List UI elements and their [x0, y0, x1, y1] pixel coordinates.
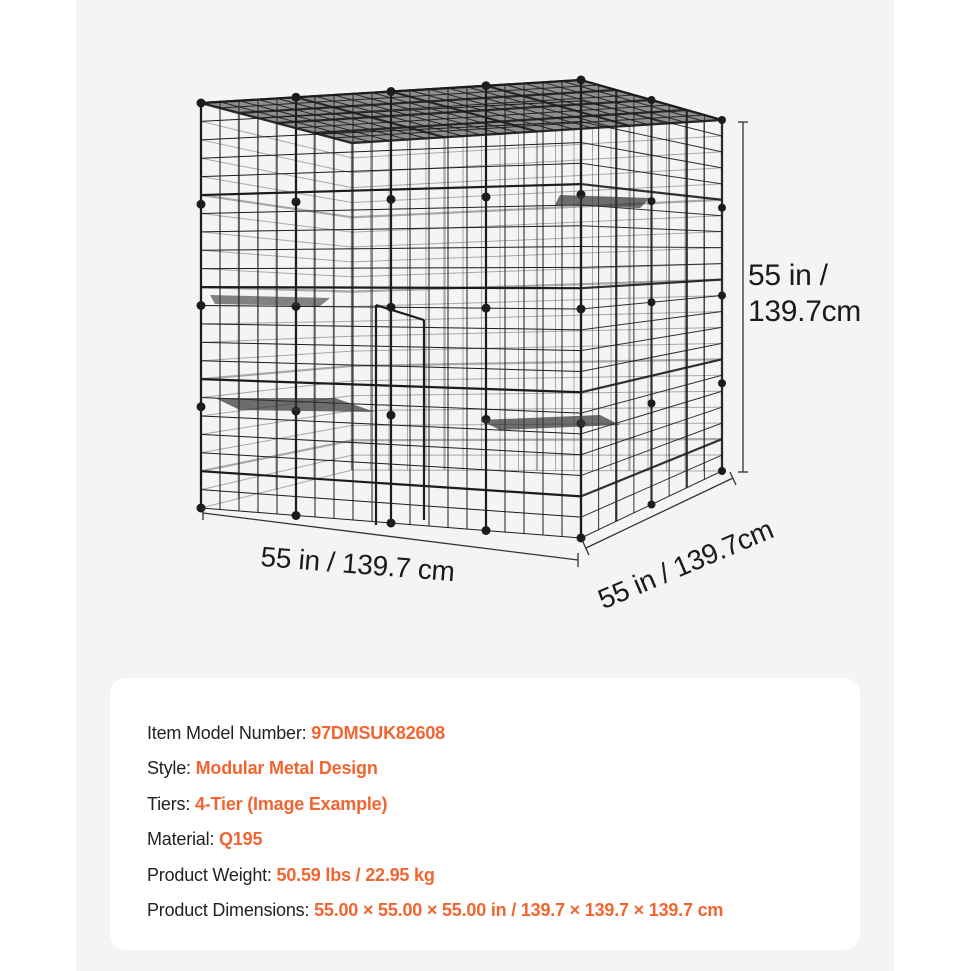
spec-label: Item Model Number:: [147, 723, 312, 743]
spec-label: Style:: [147, 758, 196, 779]
height-label-line1: 55 in /: [748, 259, 828, 292]
spec-row-dimensions: [147, 893, 723, 928]
width-dimension-label: 55 in / 139.7 cm: [259, 541, 456, 588]
spec-row-weight: [147, 858, 723, 893]
height-label-line2: 139.7cm: [748, 295, 861, 328]
spec-value: 4-Tier (Image Example): [194, 793, 388, 814]
spec-value: 97DMSUK82608: [311, 723, 445, 743]
spec-label: Product Dimensions:: [147, 899, 315, 920]
spec-label: Product Weight:: [147, 864, 277, 885]
spec-value: 50.59 lbs / 22.95 kg: [276, 864, 435, 885]
spec-label: Material:: [147, 829, 220, 850]
spec-list: [147, 716, 723, 928]
specifications-card: [110, 678, 860, 950]
spec-value: Modular Metal Design: [195, 758, 378, 779]
spec-value: 55.00 × 55.00 × 55.00 in / 139.7 × 139.7 × 139.7 cm: [314, 899, 724, 920]
spec-row-material: [147, 822, 723, 857]
spec-row-model-number: [147, 716, 723, 751]
spec-row-tiers: [147, 787, 723, 822]
height-dimension-label: [748, 258, 861, 330]
spec-row-style: [147, 751, 723, 786]
spec-value: Q195: [219, 829, 263, 850]
depth-dimension-label: 55 in / 139.7cm: [593, 513, 778, 616]
spec-label: Tiers:: [147, 793, 195, 814]
